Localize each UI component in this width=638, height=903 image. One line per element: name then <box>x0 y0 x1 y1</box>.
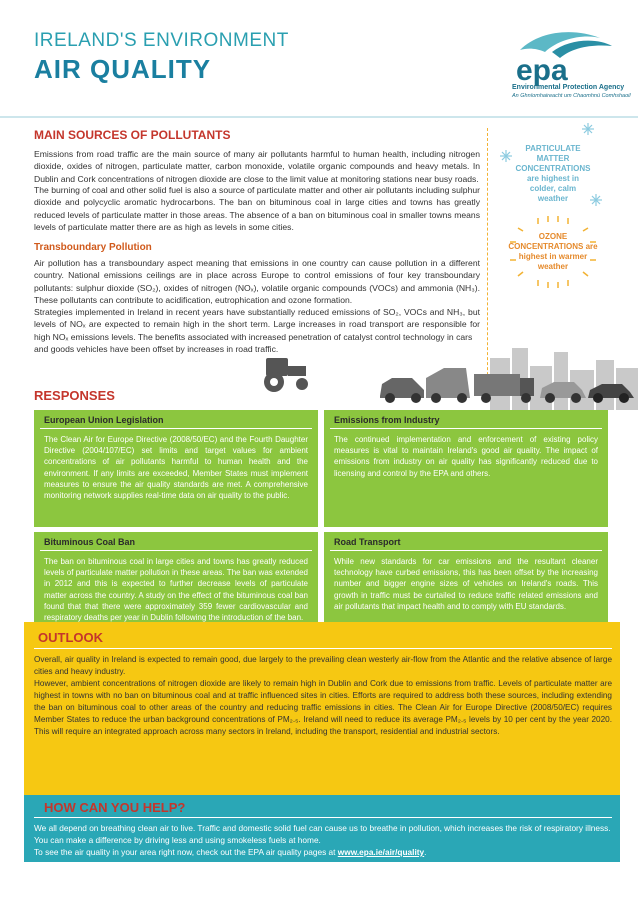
main-paragraph-2: The burning of coal and other solid fuel is also a source of particulate matter and other air pollutants including sulphur dioxide and polycyclic aromatic hydrocarbons. The ban on bituminous coal in large cities and towns has greatly reduced levels of particulate matter in those areas. The absence of a ban on bituminous coal in smaller towns means levels of particulate matter there are as high as levels in some cities. <box>34 185 480 232</box>
outlook-divider <box>34 648 612 649</box>
road-transport-text: While new standards for car emissions and the resultant cleaner technology have curbed emissions, this has been offset by the increasing number and bigger engine sizes of vehicles on Ireland's roads. This growth in traffic must be curtailed to reduce traffic related emissions and air pollutants that impact health and to comply with EU standards. <box>334 557 598 611</box>
outlook-text <box>34 654 612 738</box>
logo-wordmark: epa <box>516 54 568 87</box>
road-transport-title: Road Transport <box>334 537 401 547</box>
strategies-paragraph: Strategies implemented in Ireland in recent years have substantially reduced emissions of SO₂, VOCs and NH₃, but levels of NOₓ are expected to remain high in the short term. Large increases in road transport are responsible for high NOₓ emissions levels. The benefits associated with increased penetration of catalyst control technology in cars <box>34 307 480 342</box>
help-paragraph-2 <box>34 846 612 858</box>
logo-agency-irish-name: An Ghníomhaireacht um Chaomhnú Comhshaoil <box>512 93 631 99</box>
traffic-illustration <box>230 338 638 410</box>
help-text <box>34 822 612 858</box>
eu-legislation-title: European Union Legislation <box>44 415 164 425</box>
industry-text: The continued implementation and enforcement of existing policy measures is vital to maintain Ireland's good air quality. The impact of emissions from industry on air quality has significantly reduced due to licensing and control by the EPA and others. <box>334 435 598 478</box>
responses-heading: RESPONSES <box>34 388 115 403</box>
outlook-heading: OUTLOOK <box>38 630 103 645</box>
main-paragraph-1: Emissions from road traffic are the main source of many air pollutants harmful to human health, including nitrogen dioxide, oxides of nitrogen, particulate matter, carbon monoxide, volatile organic compounds and heavy metals. In Dublin and Cork concentrations of nitrogen dioxide are close to the limit value at monitoring stations near busy roads. <box>34 149 480 184</box>
outlook-paragraph-1: Overall, air quality in Ireland is expected to remain good, due largely to the prevailing clean westerly air-flow from the Atlantic and the relative absence of large cities and heavy industry. <box>34 655 612 676</box>
box-divider <box>330 550 602 551</box>
particulate-matter-callout: PARTICULATE MATTER CONCENTRATIONS are highest in colder, calm weather <box>515 144 591 203</box>
outlook-paragraph-2: However, ambient concentrations of nitrogen dioxide are likely to remain high in Dublin and Cork due to emissions from traffic. Levels of particulate matter are highest in towns with no ban on bituminous coal and at traffic influenced sites in cities. Efforts are required to address both these sources, including extending the ban on bituminous coal to other areas of the country and reducing traffic emissions in cities. The Clean Air for Europe Directive (2008/50/EC) requires Member States to reduce the urban background concentrations of PM₂.₅. Ireland will need to reduce its average PM₂.₅ levels by 10 per cent by the year 2020. This will require an integrated approach across many sectors in Ireland, including the transport, residential and industrial sectors. <box>34 679 612 736</box>
help-divider <box>34 817 612 818</box>
logo-agency-name: Environmental Protection Agency <box>512 84 625 91</box>
coal-ban-title: Bituminous Coal Ban <box>44 537 136 547</box>
tractor-icon <box>264 358 308 392</box>
industry-title: Emissions from Industry <box>334 415 440 425</box>
strategies-paragraph-end: and goods vehicles have been offset by increases in road traffic. <box>34 344 279 354</box>
header-title-line2: AIR QUALITY <box>34 54 212 84</box>
ozone-callout: OZONE CONCENTRATIONS are highest in warmer weather <box>508 232 598 271</box>
help-paragraph-1: We all depend on breathing clean air to live. Traffic and domestic solid fuel can cause us to breathe in pollution, which increases the risk of respiratory illness. You can make a difference by driving less and using smokeless fuels at home. <box>34 823 611 845</box>
eu-legislation-text: The Clean Air for Europe Directive (2008/50/EC) and the Fourth Daughter Directive (2004/107/EC) set limits and target values for ambient concentrations of air pollutants harmful to human health and the environment. If any limits are exceeded, Member States must implement measures to ensure the air quality standards are met. A comprehensive monitoring network supplies real-time data on air quality to the public. <box>44 435 308 501</box>
help-heading: HOW CAN YOU HELP? <box>44 800 186 815</box>
box-divider <box>40 550 312 551</box>
main-sources-heading: MAIN SOURCES OF POLLUTANTS <box>34 128 231 142</box>
transboundary-heading: Transboundary Pollution <box>34 242 152 253</box>
box-divider <box>40 428 312 429</box>
coal-ban-text: The ban on bituminous coal in large cities and towns has greatly reduced levels of particulate matter pollution in these areas. The ban was extended in 2012 and this is expected to further decrease levels of particulate matter across the country. A study on the effect of the bituminous coal ban found that that there were approximately 359 fewer cardiovascular and respiratory deaths per year in Dublin following the introduction of the ban. <box>44 557 308 623</box>
help-paragraph-2-text: To see the air quality in your area right now, check out the EPA air quality pages at <box>34 847 338 857</box>
header-divider <box>0 116 638 118</box>
box-divider <box>330 428 602 429</box>
help-paragraph-2-end: . <box>424 847 427 857</box>
epa-air-quality-link[interactable]: www.epa.ie/air/quality <box>337 847 425 857</box>
transboundary-paragraph: Air pollution has a transboundary aspect meaning that emissions in one country can cause pollution in a different country. National emissions ceilings are in place across Europe to control emissions of four key transboundary pollutants: sulphur dioxide (SO₂), oxides of nitrogen (NOₓ), volatile organic compounds (VOCs) and ammonia (NH₃). These pollutants can contribute to acidification, eutrophication and ozone formation. <box>34 258 480 305</box>
header-title-line1: IRELAND'S ENVIRONMENT <box>34 30 289 51</box>
